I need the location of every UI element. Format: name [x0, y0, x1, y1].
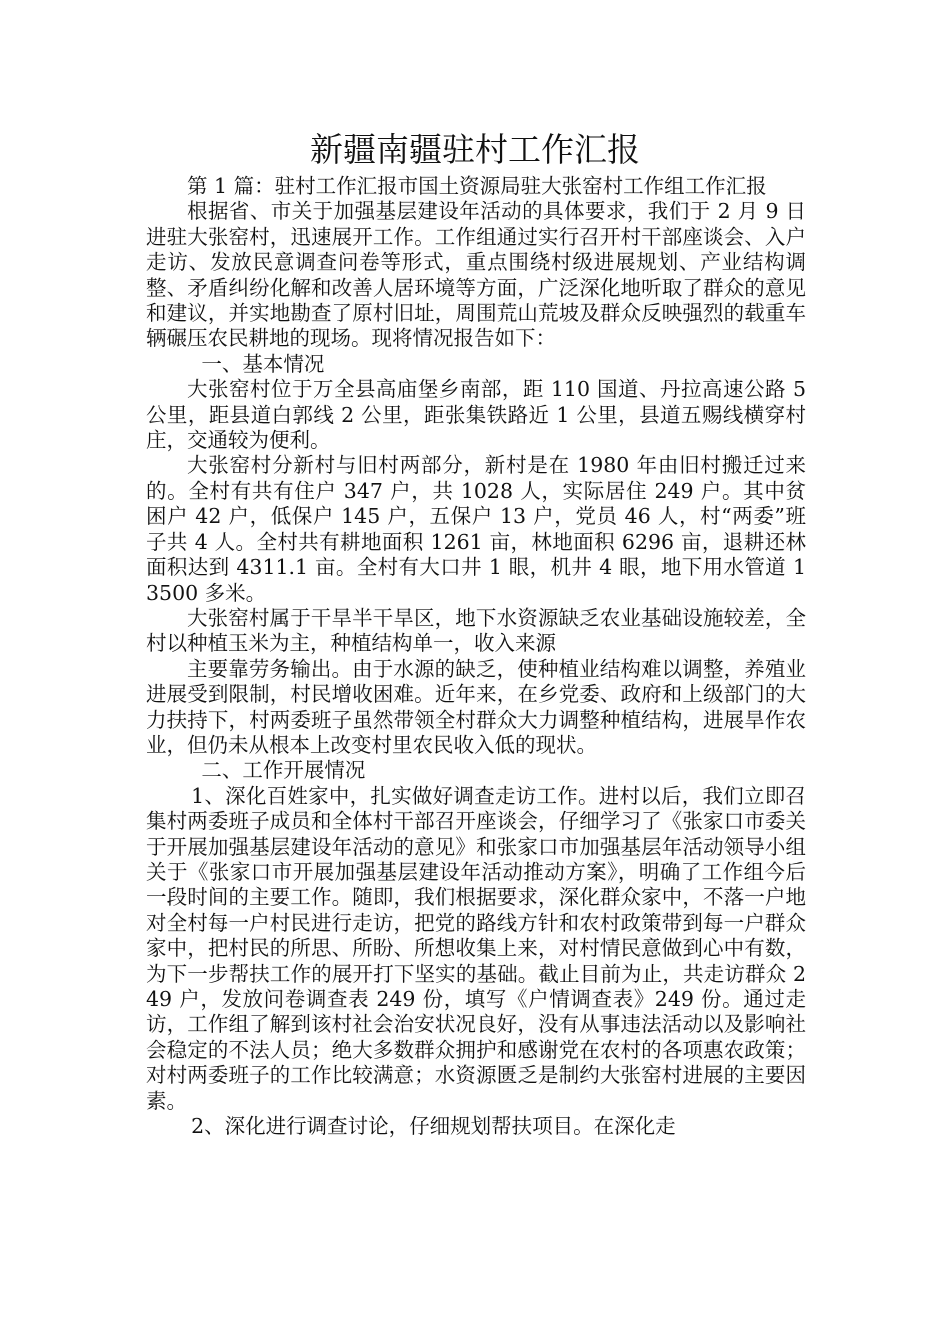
- paragraph-visits: 1、深化百姓家中，扎实做好调查走访工作。进村以后，我们立即召集村两委班子成员和全体村干部召开座谈会，仔细学习了《张家口市委关于开展加强基层建设年活动的意见》和张家口市加强基层年活动领导小组关于《张家口市开展加强基层建设年活动推动方案》，明确了工作组今后一段时间的主要工作。随即，我们根据要求，深化群众家中，不落一户地对全村每一户村民进行走访，把党的路线方针和农村政策带到每一户群众家中，把村民的所思、所盼、所想收集上来，对村情民意做到心中有数，为下一步帮扶工作的展开打下坚实的基础。截止目前为止，共走访群众 249 户，发放问卷调查表 249 份，填写《户情调查表》249 份。通过走访，工作组了解到该村社会治安状况良好，没有从事违法活动以及影响社会稳定的不法人员；绝大多数群众拥护和感谢党在农村的各项惠农政策；对村两委班子的工作比较满意；水资源匮乏是制约大张窑村进展的主要因素。: [146, 783, 806, 1113]
- paragraph-subtitle: 第 1 篇：驻村工作汇报市国土资源局驻大张窑村工作组工作汇报: [187, 174, 767, 198]
- document-body: [146, 174, 806, 1139]
- paragraph-location: 大张窑村位于万全县高庙堡乡南部，距 110 国道、丹拉高速公路 5 公里，距县道白郭线 2 公里，距张集铁路近 1 公里，县道五赐线横穿村庄，交通较为便利。: [146, 377, 806, 453]
- paragraph-population: 大张窑村分新村与旧村两部分，新村是在 1980 年由旧村搬迁过来的。全村有共有住户 347 户，共 1028 人，实际居住 249 户。其中贫困户 42 户，低保户 145 户，五保户 13 户，党员 46 人，村“两委”班子共 4 人。全村共有耕地面积 1261 亩，林地面积 6296 亩，退耕还林面积达到 4311.1 亩。全村有大口井 1 眼，机井 4 眼，地下用水管道 13500 多米。: [146, 453, 806, 605]
- paragraph-water: 大张窑村属于干旱半干旱区，地下水资源缺乏农业基础设施较差，全村以种植玉米为主，种植结构单一，收入来源: [146, 605, 806, 656]
- paragraph-intro: 根据省、市关于加强基层建设年活动的具体要求，我们于 2 月 9 日进驻大张窑村，迅速展开工作。工作组通过实行召开村干部座谈会、入户走访、发放民意调查问卷等形式，重点围绕村级进展规划、产业结构调整、矛盾纠纷化解和改善人居环境等方面，广泛深化地听取了群众的意见和建议，并实地勘查了原村旧址，周围荒山荒坡及群众反映强烈的载重车辆碾压农民耕地的现场。现将情况报告如下：: [146, 199, 806, 351]
- document-title: 新疆南疆驻村工作汇报: [310, 130, 640, 169]
- section-heading-basic-info: 一、基本情况: [201, 351, 325, 376]
- paragraph-research: 2、深化进行调查讨论，仔细规划帮扶项目。在深化走: [191, 1114, 676, 1139]
- section-heading-work-progress: 二、工作开展情况: [201, 758, 366, 783]
- paragraph-income: 主要靠劳务输出。由于水源的缺乏，使种植业结构难以调整，养殖业进展受到限制，村民增收困难。近年来，在乡党委、政府和上级部门的大力扶持下，村两委班子虽然带领全村群众大力调整种植结构，进展旱作农业，但仍未从根本上改变村里农民收入低的现状。: [146, 656, 806, 757]
